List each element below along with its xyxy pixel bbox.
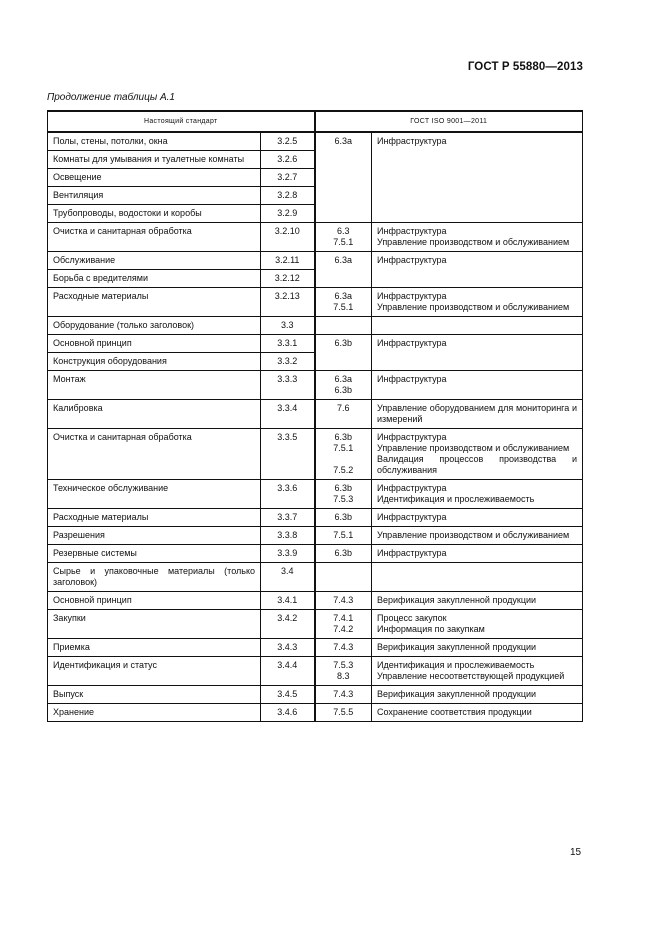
standard-section-name: Освещение: [48, 169, 261, 187]
standard-section-name: Монтаж: [48, 371, 261, 400]
iso-description-cell: [372, 132, 583, 223]
standard-section-name: Расходные материалы: [48, 288, 261, 317]
table-row: [48, 252, 583, 270]
iso-clause-title: Сохранение соответствия продукции: [377, 707, 532, 717]
iso-clause-title: Инфраструктура: [377, 483, 447, 493]
iso-clause-number: 7.4.3: [333, 595, 354, 605]
standard-clause-number: 3.4.6: [261, 704, 315, 722]
iso-clause-title: Инфраструктура: [377, 512, 447, 522]
iso-description-cell: [372, 657, 583, 686]
table-header-row: [48, 111, 583, 132]
iso-clause-number: 6.3b: [334, 548, 353, 558]
iso-clause-number: 7.5.1: [333, 443, 354, 453]
iso-clause-number: 7.5.3: [333, 660, 354, 670]
iso-clause-title: Инфраструктура: [377, 338, 447, 348]
standard-section-name: Расходные материалы: [48, 509, 261, 527]
iso-description-cell: [372, 527, 583, 545]
table-row: [48, 704, 583, 722]
table-row: [48, 223, 583, 252]
standard-clause-number: 3.4.1: [261, 592, 315, 610]
standard-clause-number: 3.3.4: [261, 400, 315, 429]
iso-description-cell: [372, 480, 583, 509]
iso-clause-number: 7.5.2: [333, 465, 354, 475]
standard-clause-number: 3.4.3: [261, 639, 315, 657]
standard-clause-number: 3.3.8: [261, 527, 315, 545]
iso-clause-title: Верификация закупленной продукции: [377, 595, 537, 605]
table-row: [48, 400, 583, 429]
iso-description-cell: [372, 317, 583, 335]
iso-description-cell: [372, 639, 583, 657]
iso-clause-title: Валидация процессов производства и обслуживания: [377, 454, 578, 475]
iso-clause-title: Идентификация и прослеживаемость: [377, 494, 535, 504]
iso-clause-number: 6.3a: [334, 374, 353, 384]
standard-clause-number: 3.4.2: [261, 610, 315, 639]
iso-description-cell: [372, 335, 583, 371]
standard-clause-number: 3.2.5: [261, 132, 315, 151]
iso-clause-cell: [315, 509, 372, 527]
iso-clause-title: Управление производством и обслуживанием: [377, 530, 570, 540]
iso-clause-title: Инфраструктура: [377, 226, 447, 236]
iso-clause-number: 6.3a: [334, 136, 353, 146]
iso-clause-cell: [315, 132, 372, 223]
table-row: [48, 429, 583, 480]
iso-clause-title: Инфраструктура: [377, 255, 447, 265]
table-caption: Продолжение таблицы А.1: [47, 92, 175, 103]
iso-clause-title: Управление производством и обслуживанием: [377, 443, 570, 453]
standard-clause-number: 3.3.7: [261, 509, 315, 527]
iso-clause-number: 6.3a: [334, 291, 353, 301]
standard-section-name: Хранение: [48, 704, 261, 722]
standard-clause-number: 3.2.9: [261, 205, 315, 223]
iso-clause-number: 6.3: [336, 226, 350, 236]
standard-clause-number: 3.3: [261, 317, 315, 335]
table-row: [48, 288, 583, 317]
iso-description-cell: [372, 545, 583, 563]
iso-clause-number: 7.4.1: [333, 613, 354, 623]
standard-section-name: Комнаты для умывания и туалетные комнаты: [48, 151, 261, 169]
standard-section-name: Разрешения: [48, 527, 261, 545]
iso-description-cell: [372, 429, 583, 480]
table-row: [48, 545, 583, 563]
standard-clause-number: 3.2.13: [261, 288, 315, 317]
iso-description-cell: [372, 288, 583, 317]
standard-clause-number: 3.2.6: [261, 151, 315, 169]
iso-clause-cell: [315, 252, 372, 288]
table-row: [48, 686, 583, 704]
standard-section-name: Сырье и упаковочные материалы (только заголовок): [48, 563, 261, 592]
iso-clause-cell: [315, 371, 372, 400]
standard-clause-number: 3.3.6: [261, 480, 315, 509]
iso-description-cell: [372, 371, 583, 400]
standard-section-name: Очистка и санитарная обработка: [48, 429, 261, 480]
iso-clause-cell: [315, 429, 372, 480]
iso-clause-number: 7.5.1: [333, 237, 354, 247]
iso-clause-title: Информация по закупкам: [377, 624, 485, 634]
page-number: 15: [570, 847, 582, 858]
iso-clause-cell: [315, 288, 372, 317]
iso-description-cell: [372, 686, 583, 704]
iso-description-cell: [372, 610, 583, 639]
iso-clause-number: 7.5.5: [333, 707, 354, 717]
standard-section-name: Идентификация и статус: [48, 657, 261, 686]
iso-clause-title: Инфраструктура: [377, 136, 447, 146]
table-row: [48, 639, 583, 657]
standard-clause-number: 3.2.12: [261, 270, 315, 288]
standard-clause-number: 3.3.5: [261, 429, 315, 480]
standard-section-name: Основной принцип: [48, 335, 261, 353]
standard-clause-number: 3.2.11: [261, 252, 315, 270]
standard-section-name: Обслуживание: [48, 252, 261, 270]
standard-clause-number: 3.4: [261, 563, 315, 592]
iso-clause-number: 7.5.1: [333, 530, 354, 540]
iso-clause-number: 6.3b: [334, 432, 353, 442]
iso-clause-title: Инфраструктура: [377, 432, 447, 442]
iso-clause-title: Управление производством и обслуживанием: [377, 237, 570, 247]
iso-clause-title: Управление несоответствующей продукцией: [377, 671, 565, 681]
iso-clause-cell: [315, 563, 372, 592]
iso-clause-number: 8.3: [336, 671, 350, 681]
iso-clause-number: 7.4.2: [333, 624, 354, 634]
iso-clause-number: 6.3b: [334, 512, 353, 522]
table-row: [48, 610, 583, 639]
iso-description-cell: [372, 592, 583, 610]
iso-clause-title: Инфраструктура: [377, 548, 447, 558]
document-code: ГОСТ Р 55880—2013: [467, 61, 583, 73]
standard-clause-number: 3.2.10: [261, 223, 315, 252]
table-row: [48, 371, 583, 400]
table-body: [48, 132, 583, 722]
iso-clause-title: Инфраструктура: [377, 374, 447, 384]
standard-section-name: Калибровка: [48, 400, 261, 429]
iso-clause-cell: [315, 657, 372, 686]
standard-clause-number: 3.2.8: [261, 187, 315, 205]
standard-clause-number: 3.3.3: [261, 371, 315, 400]
iso-clause-cell: [315, 639, 372, 657]
table-row: [48, 317, 583, 335]
table-row: [48, 527, 583, 545]
iso-clause-cell: [315, 400, 372, 429]
iso-clause-cell: [315, 704, 372, 722]
iso-clause-cell: [315, 686, 372, 704]
standard-section-name: Техническое обслуживание: [48, 480, 261, 509]
standard-clause-number: 3.3.2: [261, 353, 315, 371]
header-current-standard: Настоящий стандарт: [48, 111, 315, 132]
standard-section-name: Выпуск: [48, 686, 261, 704]
iso-clause-cell: [315, 592, 372, 610]
standard-section-name: Трубопроводы, водостоки и коробы: [48, 205, 261, 223]
iso-clause-title: Управление оборудованием для мониторинга и измерений: [377, 403, 578, 424]
iso-clause-cell: [315, 223, 372, 252]
table-row: [48, 657, 583, 686]
iso-clause-number: 7.4.3: [333, 642, 354, 652]
iso-description-cell: [372, 400, 583, 429]
table-row: [48, 335, 583, 353]
correspondence-table: [47, 110, 583, 722]
table-row: [48, 592, 583, 610]
standard-section-name: Основной принцип: [48, 592, 261, 610]
iso-clause-title: Управление производством и обслуживанием: [377, 302, 570, 312]
iso-description-cell: [372, 252, 583, 288]
standard-clause-number: 3.3.1: [261, 335, 315, 353]
table-row: [48, 480, 583, 509]
standard-clause-number: 3.4.5: [261, 686, 315, 704]
standard-section-name: Оборудование (только заголовок): [48, 317, 261, 335]
standard-clause-number: 3.2.7: [261, 169, 315, 187]
standard-section-name: Борьба с вредителями: [48, 270, 261, 288]
iso-description-cell: [372, 223, 583, 252]
standard-section-name: Полы, стены, потолки, окна: [48, 132, 261, 151]
iso-clause-title: Верификация закупленной продукции: [377, 689, 537, 699]
standard-section-name: Приемка: [48, 639, 261, 657]
table-row: [48, 509, 583, 527]
iso-clause-cell: [315, 527, 372, 545]
standard-section-name: Вентиляция: [48, 187, 261, 205]
iso-clause-cell: [315, 335, 372, 371]
standard-section-name: Закупки: [48, 610, 261, 639]
iso-clause-number: 6.3b: [334, 483, 353, 493]
iso-clause-title: Процесс закупок: [377, 613, 447, 623]
standard-clause-number: 3.4.4: [261, 657, 315, 686]
header-iso-standard: ГОСТ ISO 9001—2011: [315, 111, 583, 132]
iso-clause-number: 6.3a: [334, 255, 353, 265]
iso-clause-title: Инфраструктура: [377, 291, 447, 301]
iso-clause-cell: [315, 480, 372, 509]
iso-clause-number: 7.5.1: [333, 302, 354, 312]
standard-section-name: Резервные системы: [48, 545, 261, 563]
iso-description-cell: [372, 704, 583, 722]
iso-clause-number: 7.4.3: [333, 689, 354, 699]
iso-clause-title: Верификация закупленной продукции: [377, 642, 537, 652]
iso-clause-number: 7.6: [336, 403, 350, 413]
iso-clause-cell: [315, 317, 372, 335]
iso-clause-cell: [315, 610, 372, 639]
iso-clause-cell: [315, 545, 372, 563]
table-row: [48, 132, 583, 151]
iso-description-cell: [372, 563, 583, 592]
iso-description-cell: [372, 509, 583, 527]
standard-section-name: Очистка и санитарная обработка: [48, 223, 261, 252]
table-row: [48, 563, 583, 592]
iso-clause-title: Идентификация и прослеживаемость: [377, 660, 535, 670]
iso-clause-number: 6.3b: [334, 385, 353, 395]
standard-section-name: Конструкция оборудования: [48, 353, 261, 371]
iso-clause-number: 7.5.3: [333, 494, 354, 504]
iso-clause-number: 6.3b: [334, 338, 353, 348]
standard-clause-number: 3.3.9: [261, 545, 315, 563]
